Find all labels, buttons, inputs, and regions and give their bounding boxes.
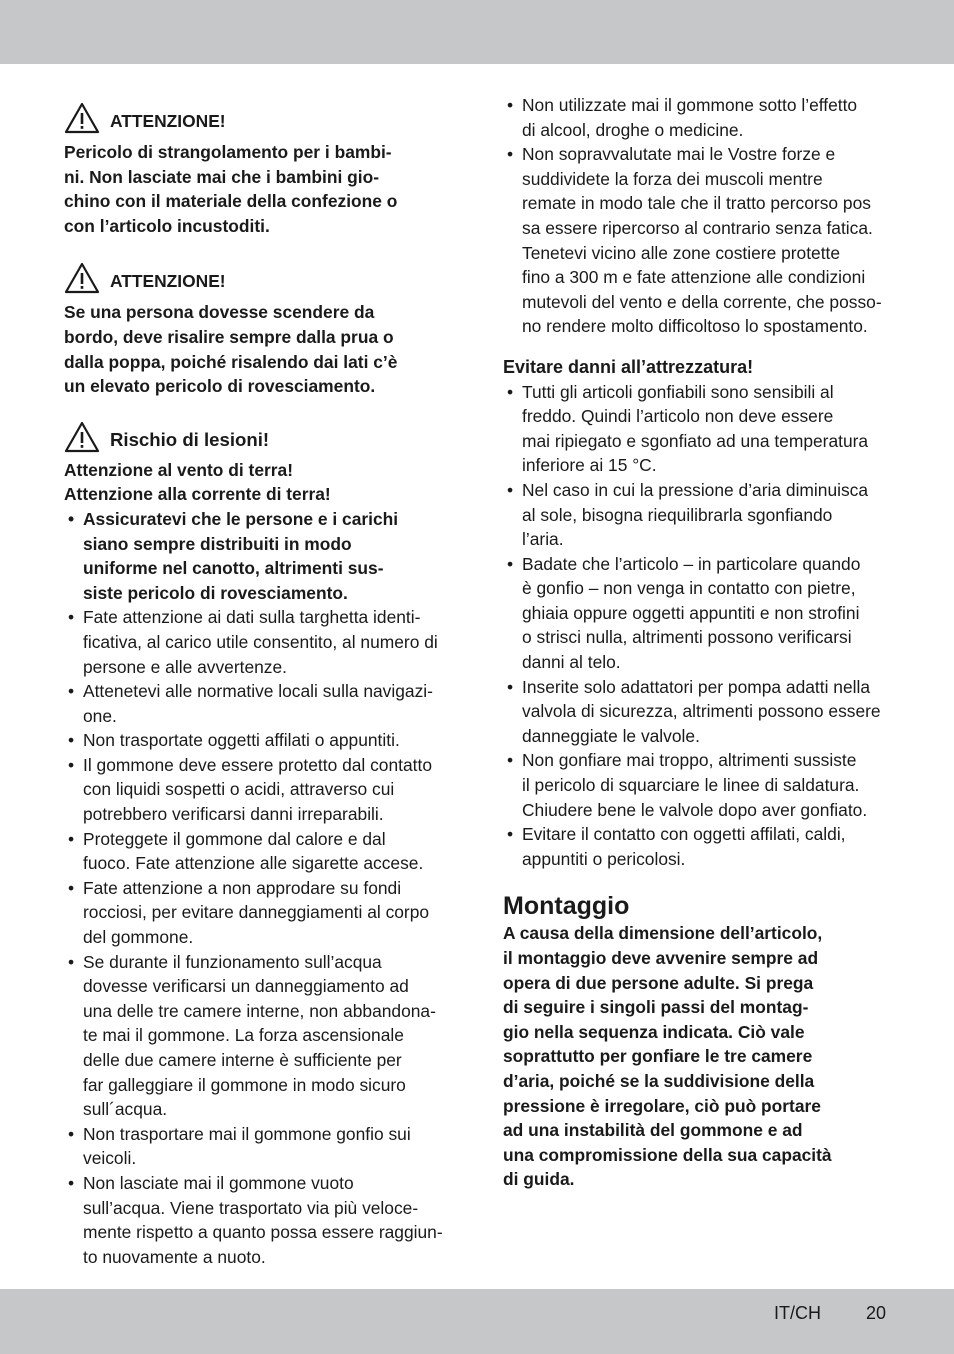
list-item: • Fate attenzione ai dati sulla targhetta identi- ficativa, al carico utile consentito, al numero di persone e alle avvertenze. [64,605,456,679]
warning-text-line: con l’articolo incustoditi. [64,215,270,236]
warning-heading-3 [64,419,456,455]
list-item: • Non gonfiare mai troppo, altrimenti sussiste il pericolo di squarciare le linee di saldatura. Chiudere bene le valvole dopo aver gonfiato. [503,748,895,822]
warning-text-line: ni. Non lasciate mai che i bambini gio- [64,166,380,187]
safety-bullet-list-continued [503,93,895,339]
list-item: • Non utilizzate mai il gommone sotto l’effetto di alcool, droghe o medicine. [503,93,895,142]
section-heading: Montaggio [503,892,630,921]
footer-language-code: IT/CH [774,1303,821,1323]
section-subheading: Evitare danni all’attrezzatura! [503,356,754,377]
warning-text-line: Attenzione alla corrente di terra! [64,484,331,505]
warning-text-line: Attenzione al vento di terra! [64,459,294,480]
intro-text-line: pressione è irregolare, ciò può portare [503,1095,821,1116]
list-item: • Assicuratevi che le persone e i carichi siano sempre distribuiti in modo uniforme nel canotto, altrimenti sus- siste pericolo di rovesciamento. [64,507,456,605]
list-item: • Attenetevi alle normative locali sulla navigazi- one. [64,679,456,728]
intro-text-line: d’aria, poiché se la suddivisione della [503,1070,815,1091]
intro-text-line: di seguire i singoli passi del montag- [503,997,809,1018]
warning-text-line: Pericolo di strangolamento per i bambi- [64,142,392,162]
intro-text-line: di guida. [503,1169,575,1190]
intro-text-line: una compromissione della sua capacità [503,1144,832,1165]
warning-triangle-icon [64,421,100,453]
warning-text-line: un elevato pericolo di rovesciamento. [64,376,376,397]
warning-title: ATTENZIONE! [110,110,226,131]
warning-text-line: dalla poppa, poiché risalendo dai lati c’è [64,351,398,372]
intro-text-line: gio nella sequenza indicata. Ciò vale [503,1021,805,1042]
header-band [0,0,954,64]
warning-title: Rischio di lesioni! [110,428,270,450]
safety-bullet-list [64,507,456,1269]
warning-text-line: bordo, deve risalire sempre dalla prua o [64,326,394,347]
list-item: • Inserite solo adattatori per pompa adatti nella valvola di sicurezza, altrimenti possono essere danneggiate le valvole. [503,675,895,749]
intro-text-line: il montaggio deve avvenire sempre ad [503,948,819,968]
list-item: • Il gommone deve essere protetto dal contatto con liquidi sospetti o acidi, attraverso cui potrebbero verificarsi danni irreparabili. [64,753,456,827]
intro-text-line: soprattutto per gonfiare le tre camere [503,1046,813,1067]
list-item: • Evitare il contatto con oggetti affilati, caldi, appuntiti o pericolosi. [503,822,895,871]
warning-title: ATTENZIONE! [110,270,226,291]
warning-triangle-icon [64,102,100,134]
left-column [64,100,456,1269]
list-item: • Tutti gli articoli gonfiabili sono sensibili al freddo. Quindi l’articolo non deve essere mai ripiegato e sgonfiato ad una temperatura inferiore ai 15 °C. [503,380,895,478]
list-item: • Non trasportare mai il gommone gonfio sui veicoli. [64,1122,456,1171]
right-column [503,93,895,1192]
warning-text-line: chino con il materiale della confezione o [64,191,398,212]
list-item: • Se durante il funzionamento sull’acqua dovesse verificarsi un danneggiamento ad una delle tre camere interne, non abbandona- te mai il gommone. La forza ascensionale delle due camere interne è sufficiente per far galleggiare il gommone in modo sicuro sull´acqua. [64,950,456,1122]
list-item: • Non lasciate mai il gommone vuoto sull’acqua. Viene trasportato via più veloce- mente rispetto a quanto possa essere raggiun- to nuovamente a nuoto. [64,1171,456,1269]
warning-text-line: Se una persona dovesse scendere da [64,302,375,323]
list-item: • Badate che l’articolo – in particolare quando è gonfio – non venga in contatto con pietre, ghiaia oppure oggetti appuntiti e non strofini o strisci nulla, altrimenti possono verificarsi danni al telo. [503,552,895,675]
equipment-damage-list [503,380,895,872]
warning-triangle-icon [64,262,100,294]
intro-text-line: opera di due persone adulte. Si prega [503,972,814,993]
list-item: • Fate attenzione a non approdare su fondi rocciosi, per evitare danneggiamenti al corpo del gommone. [64,876,456,950]
intro-text-line: A causa della dimensione dell’articolo, [503,923,823,944]
intro-text-line: ad una instabilità del gommone e ad [503,1120,803,1141]
list-item: • Proteggete il gommone dal calore e dal fuoco. Fate attenzione alle sigarette accese. [64,827,456,876]
page-number: 20 [866,1303,887,1323]
warning-heading-2 [64,260,456,296]
list-item: • Non sopravvalutate mai le Vostre forze e suddividete la forza dei muscoli mentre remate in modo tale che il tratto percorso pos sa essere ripercorso al contrario senza fatica. Tenetevi vicino alle zone costiere protette fino a 300 m e fate attenzione alle condizioni mutevoli del vento e della corrente, che posso- no rendere molto difficoltoso lo spostamento. [503,142,895,339]
list-item: • Nel caso in cui la pressione d’aria diminuisca al sole, bisogna riequilibrarla sgonfiando l’aria. [503,478,895,552]
list-item: • Non trasportate oggetti affilati o appuntiti. [64,728,456,753]
warning-heading-1 [64,100,456,136]
